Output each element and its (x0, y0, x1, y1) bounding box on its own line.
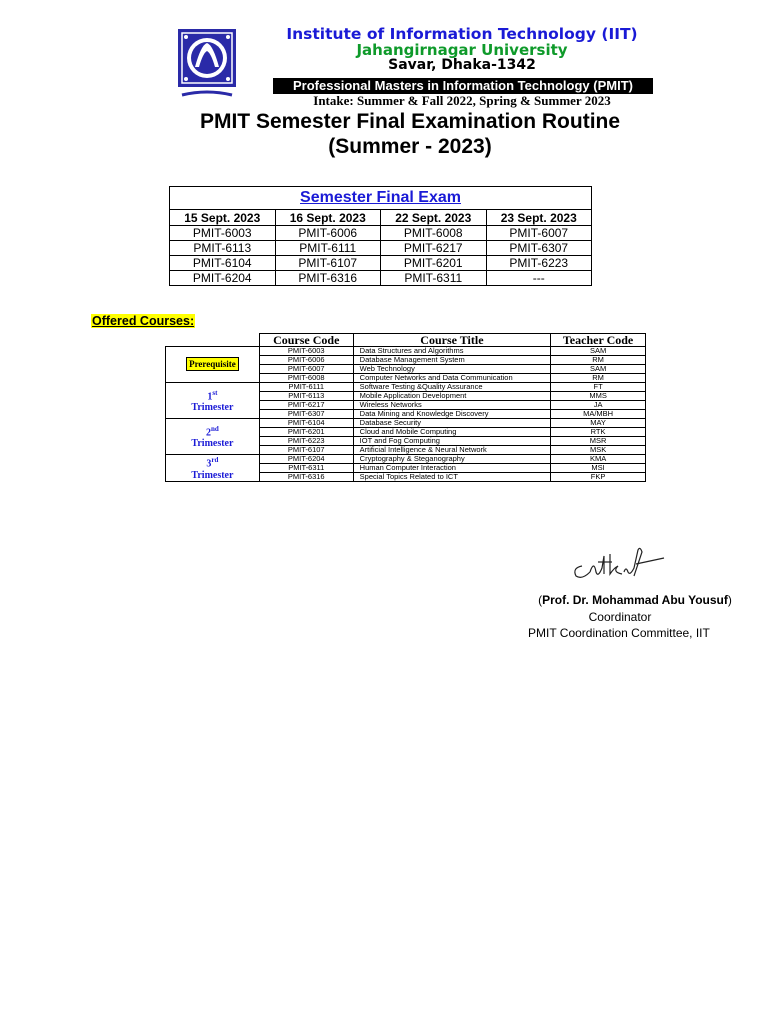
teacher-code: RM (551, 356, 646, 365)
course-title: Cloud and Mobile Computing (353, 428, 551, 437)
course-code: PMIT-6111 (259, 383, 353, 392)
course-code: PMIT-6311 (259, 464, 353, 473)
teacher-code: SAM (551, 347, 646, 356)
course-title: Artificial Intelligence & Neural Network (353, 446, 551, 455)
group-name: Prerequisite (186, 357, 239, 371)
signatory-committee: PMIT Coordination Committee, IIT (528, 626, 710, 640)
course-code: PMIT-6003 (259, 347, 353, 356)
teacher-code: MA/MBH (551, 410, 646, 419)
table-row (170, 271, 592, 286)
group-ordinal: 1 (207, 391, 213, 403)
exam-course: PMIT-6316 (275, 271, 381, 286)
teacher-code: RTK (551, 428, 646, 437)
signature-image (568, 542, 680, 582)
course-title: Database Management System (353, 356, 551, 365)
group-ordinal-suffix: rd (211, 456, 219, 465)
course-title: Cryptography & Steganography (353, 455, 551, 464)
exam-date: 23 Sept. 2023 (486, 210, 592, 226)
page-title: PMIT Semester Final Examination Routine (199, 110, 621, 133)
group-name: Trimester (191, 402, 234, 414)
exam-caption: Semester Final Exam (170, 187, 592, 210)
table-row (170, 241, 592, 256)
course-code: PMIT-6307 (259, 410, 353, 419)
course-code: PMIT-6217 (259, 401, 353, 410)
course-title: Human Computer Interaction (353, 464, 551, 473)
signatory-name: (Prof. Dr. Mohammad Abu Yousuf) (538, 593, 732, 607)
col-header-code: Course Code (259, 334, 353, 347)
course-title: Database Security (353, 419, 551, 428)
exam-course: PMIT-6003 (170, 226, 276, 241)
group-label (166, 383, 260, 419)
exam-course: PMIT-6113 (170, 241, 276, 256)
exam-course: PMIT-6217 (381, 241, 487, 256)
course-code: PMIT-6104 (259, 419, 353, 428)
course-code: PMIT-6316 (259, 473, 353, 482)
course-title: Mobile Application Development (353, 392, 551, 401)
exam-course: PMIT-6006 (275, 226, 381, 241)
signatory-name-text: Prof. Dr. Mohammad Abu Yousuf (542, 593, 728, 607)
course-title: Computer Networks and Data Communication (353, 374, 551, 383)
course-code: PMIT-6107 (259, 446, 353, 455)
university-seal-icon (168, 25, 246, 103)
course-title: Special Topics Related to ICT (353, 473, 551, 482)
exam-course: PMIT-6007 (486, 226, 592, 241)
col-header-teacher: Teacher Code (551, 334, 646, 347)
course-title: IOT and Fog Computing (353, 437, 551, 446)
teacher-code: FT (551, 383, 646, 392)
course-code: PMIT-6223 (259, 437, 353, 446)
institute-name: Institute of Information Technology (IIT) (286, 25, 638, 43)
exam-course: PMIT-6223 (486, 256, 592, 271)
course-title: Data Structures and Algorithms (353, 347, 551, 356)
group-ordinal: 2 (206, 427, 212, 439)
page-subtitle: (Summer - 2023) (328, 135, 492, 158)
exam-course: PMIT-6111 (275, 241, 381, 256)
group-label (166, 419, 260, 455)
teacher-code: MSR (551, 437, 646, 446)
offered-courses-table (165, 333, 646, 482)
teacher-code: MSI (551, 464, 646, 473)
exam-course: PMIT-6311 (381, 271, 487, 286)
course-code: PMIT-6204 (259, 455, 353, 464)
group-ordinal: 3 (206, 458, 212, 470)
program-banner: Professional Masters in Information Technology (PMIT) (273, 78, 653, 94)
exam-course: PMIT-6008 (381, 226, 487, 241)
teacher-code: MAY (551, 419, 646, 428)
course-title: Web Technology (353, 365, 551, 374)
group-name: Trimester (191, 438, 234, 450)
group-ordinal-suffix: st (212, 388, 218, 397)
teacher-code: RM (551, 374, 646, 383)
course-code: PMIT-6007 (259, 365, 353, 374)
course-code: PMIT-6006 (259, 356, 353, 365)
teacher-code: MMS (551, 392, 646, 401)
teacher-code: FKP (551, 473, 646, 482)
exam-course: PMIT-6307 (486, 241, 592, 256)
col-header-title: Course Title (353, 334, 551, 347)
exam-course: --- (486, 271, 592, 286)
group-header-blank (166, 334, 260, 347)
exam-date: 16 Sept. 2023 (275, 210, 381, 226)
course-code: PMIT-6113 (259, 392, 353, 401)
exam-course: PMIT-6104 (170, 256, 276, 271)
course-title: Software Testing &Quality Assurance (353, 383, 551, 392)
group-label (166, 347, 260, 383)
exam-date: 22 Sept. 2023 (381, 210, 487, 226)
course-code: PMIT-6008 (259, 374, 353, 383)
exam-schedule-table (169, 186, 592, 286)
group-name: Trimester (191, 469, 234, 481)
teacher-code: JA (551, 401, 646, 410)
course-title: Data Mining and Knowledge Discovery (353, 410, 551, 419)
exam-course: PMIT-6204 (170, 271, 276, 286)
address: Savar, Dhaka-1342 (388, 57, 536, 73)
exam-course: PMIT-6107 (275, 256, 381, 271)
course-title: Wireless Networks (353, 401, 551, 410)
exam-course: PMIT-6201 (381, 256, 487, 271)
offered-courses-label: Offered Courses: (92, 314, 195, 328)
table-row (170, 226, 592, 241)
teacher-code: KMA (551, 455, 646, 464)
group-label (166, 455, 260, 482)
intake-line: Intake: Summer & Fall 2022, Spring & Summer 2023 (313, 93, 611, 108)
table-row (170, 256, 592, 271)
teacher-code: MSK (551, 446, 646, 455)
group-ordinal-suffix: nd (211, 424, 219, 433)
course-code: PMIT-6201 (259, 428, 353, 437)
signatory-role: Coordinator (588, 610, 652, 624)
university-name: Jahangirnagar University (356, 41, 568, 59)
teacher-code: SAM (551, 365, 646, 374)
exam-date: 15 Sept. 2023 (170, 210, 276, 226)
